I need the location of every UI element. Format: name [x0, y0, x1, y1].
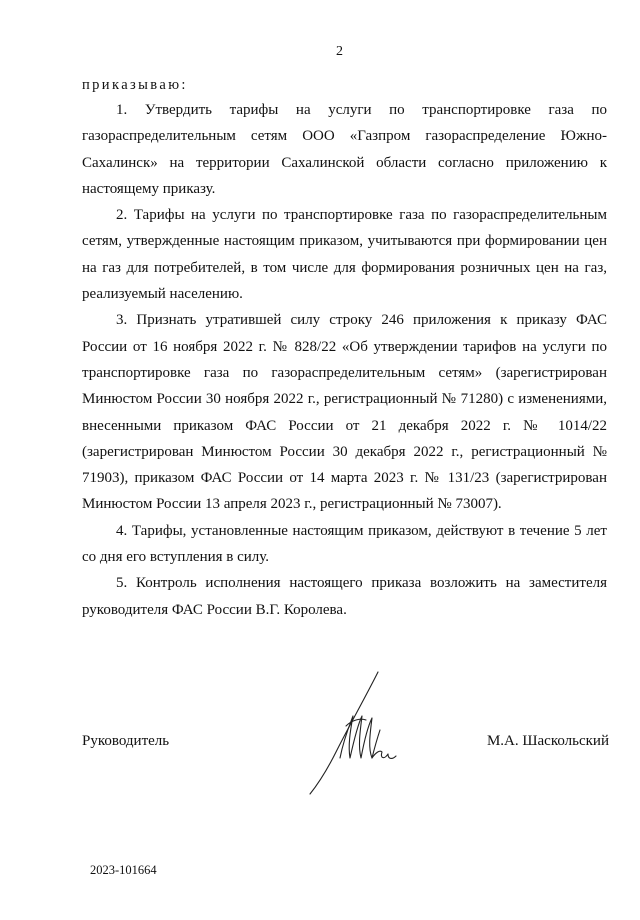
- page-number: 2: [336, 44, 343, 59]
- signatory-title: Руководитель: [82, 733, 170, 749]
- paragraph-3: 3. Признать утратившей силу строку 246 приложения к приказу ФАС России от 16 ноября 2022 г. № 828/22 «Об утверждении тарифов на услуги по транспортировке газа по газораспределительным сетям» (зарегистрирован Минюстом России 30 ноября 2022 г., регистрационный № 71280) с изменениями, внесенными приказом ФАС России от 21 декабря 2022 г. № 1014/22 (зарегистрирован Минюстом России 30 декабря 2022 г., регистрационный № 71903), приказом ФАС России от 14 марта 2023 г. № 131/23 (зарегистрирован Минюстом России 13 апреля 2023 г., регистрационный № 73007).: [82, 312, 607, 513]
- body-text: [82, 97, 607, 623]
- paragraph-5: 5. Контроль исполнения настоящего приказа возложить на заместителя руководителя ФАС России В.Г. Королева.: [82, 575, 607, 618]
- document-number: 2023-101664: [90, 863, 157, 877]
- handwritten-signature: [300, 666, 400, 796]
- intro-line: приказываю:: [82, 77, 188, 93]
- paragraph-4: 4. Тарифы, установленные настоящим приказом, действуют в течение 5 лет со дня его вступления в силу.: [82, 522, 607, 566]
- paragraph-2: 2. Тарифы на услуги по транспортировке газа по газораспределительным сетям, утвержденные настоящим приказом, учитываются при формировании цен на газ для потребителей, в том числе для формирования розничных цен на газ, реализуемый населению.: [82, 207, 607, 303]
- signatory-name: М.А. Шаскольский: [486, 733, 609, 749]
- paragraph-1: 1. Утвердить тарифы на услуги по транспортировке газа по газораспределительным сетям ООО «Газпром газораспределение Южно-Сахалинск» на территории Сахалинской области согласно приложению к настоящему приказу.: [82, 102, 607, 197]
